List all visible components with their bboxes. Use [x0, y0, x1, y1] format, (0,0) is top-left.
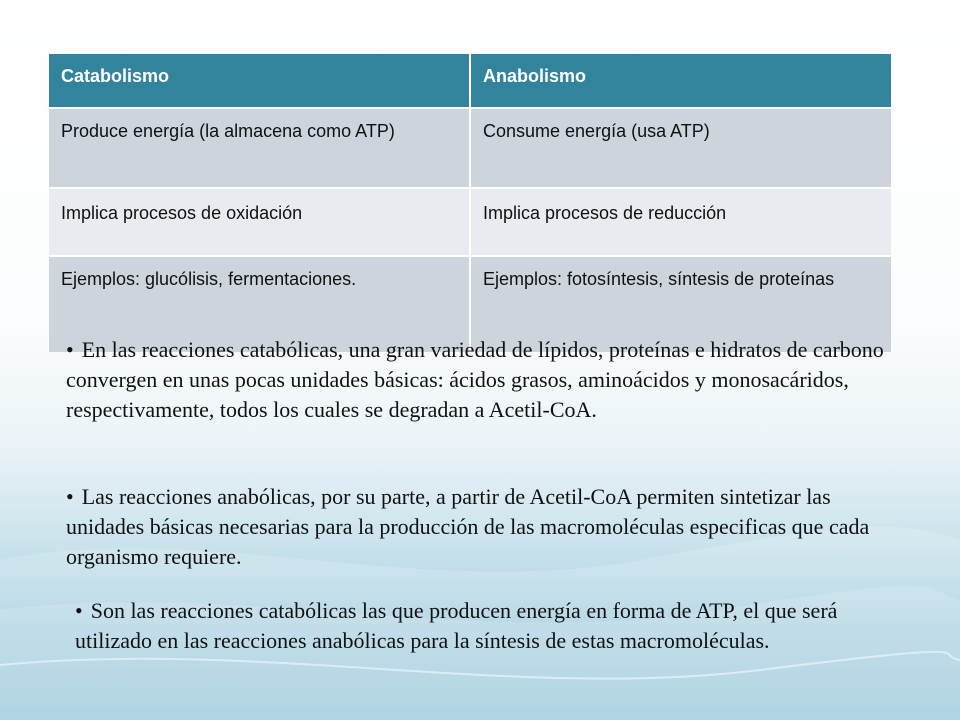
table-cell: Consume energía (usa ATP)	[470, 108, 891, 188]
header-anabolismo: Anabolismo	[470, 54, 891, 108]
table-header-row	[49, 54, 891, 108]
bullet-text: Las reacciones anabólicas, por su parte, a partir de Acetil-CoA permiten sintetizar las unidades básicas necesarias para la producción de las macromoléculas especificas que cada organismo requiere.	[66, 484, 870, 569]
bullet-paragraph-anabolic	[66, 482, 886, 572]
comparison-table	[49, 54, 891, 352]
table-cell: Ejemplos: glucólisis, fermentaciones.	[49, 256, 470, 352]
table-row	[49, 108, 891, 188]
bullet-paragraph-atp	[75, 596, 895, 656]
bullet-text: En las reacciones catabólicas, una gran variedad de lípidos, proteínas e hidratos de carbono convergen en unas pocas unidades básicas: ácidos grasos, aminoácidos y monosacáridos, respectivamente, todos los cuales se degradan a Acetil-CoA.	[66, 337, 884, 422]
bullet-text: Son las reacciones catabólicas las que producen energía en forma de ATP, el que será utilizado en las reacciones anabólicas para la síntesis de estas macromoléculas.	[75, 598, 838, 653]
bullet-paragraph-catabolic	[66, 335, 886, 425]
bullet-icon: •	[66, 484, 74, 509]
table-cell: Produce energía (la almacena como ATP)	[49, 108, 470, 188]
header-catabolismo: Catabolismo	[49, 54, 470, 108]
table-cell: Ejemplos: fotosíntesis, síntesis de proteínas	[470, 256, 891, 352]
table-row	[49, 188, 891, 256]
bullet-icon: •	[75, 598, 83, 623]
table-cell: Implica procesos de reducción	[470, 188, 891, 256]
table-cell: Implica procesos de oxidación	[49, 188, 470, 256]
bullet-icon: •	[66, 337, 74, 362]
